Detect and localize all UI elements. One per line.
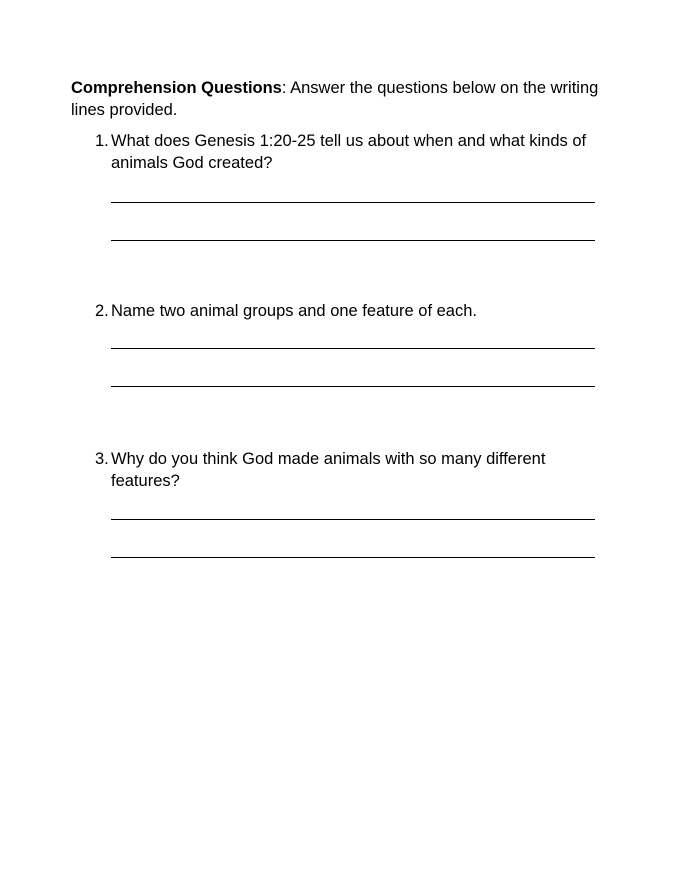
answer-line[interactable] [111, 240, 595, 241]
answer-line[interactable] [111, 557, 595, 558]
question-text: Name two animal groups and one feature of each. [111, 302, 477, 320]
question-text: What does Genesis 1:20-25 tell us about when and what kinds of animals God created? [111, 132, 587, 172]
instructions-text: : Answer the questions below on the writing lines provided. [71, 79, 599, 119]
instructions [71, 77, 611, 121]
question-1 [95, 130, 595, 174]
question-number: 1. [95, 132, 109, 150]
answer-line[interactable] [111, 202, 595, 203]
question-text: Why do you think God made animals with so many different features? [111, 450, 546, 490]
question-2 [95, 300, 595, 322]
answer-line[interactable] [111, 348, 595, 349]
answer-line[interactable] [111, 386, 595, 387]
question-number: 2. [95, 302, 109, 320]
question-3 [95, 448, 595, 492]
instructions-heading: Comprehension Questions [71, 79, 282, 97]
question-number: 3. [95, 450, 109, 468]
answer-line[interactable] [111, 519, 595, 520]
